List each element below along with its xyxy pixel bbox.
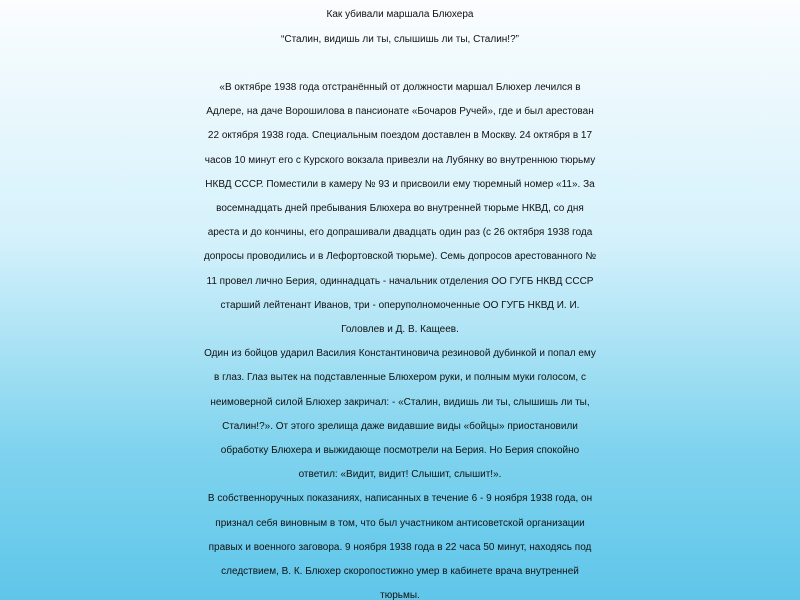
slide-title: Как убивали маршала Блюхера <box>326 9 474 20</box>
body-line: 11 провел лично Берия, одиннадцать - начальник отделения ОО ГУГБ НКВД СССР <box>206 275 594 287</box>
body-line: следствием, В. К. Блюхер скоропостижно умер в кабинете врача внутренней <box>221 566 579 578</box>
body-line: ареста и до кончины, его допрашивали двадцать один раз (с 26 октября 1938 года <box>207 227 593 239</box>
body-line: допросы проводились и в Лефортовской тюрьме). Семь допросов арестованного № <box>203 251 597 263</box>
body-line: часов 10 минут его с Курского вокзала привезли на Лубянку во внутреннюю тюрьму <box>204 154 596 166</box>
body-line: ответил: «Видит, видит! Слышит, слышит!». <box>298 469 502 481</box>
body-line: правых и военного заговора. 9 ноября 1938 года в 22 часа 50 минут, находясь под <box>208 541 592 553</box>
body-text <box>0 76 800 600</box>
body-line: Адлере, на даче Ворошилова в пансионате «Бочаров Ручей», где и был арестован <box>206 106 594 118</box>
body-line: обработку Блюхера и выжидающе посмотрели на Берия. Но Берия спокойно <box>220 445 580 457</box>
body-line: неимоверной силой Блюхер закричал: - «Сталин, видишь ли ты, слышишь ли ты, <box>210 396 590 408</box>
body-line: старший лейтенант Иванов, три - оперуполномоченные ОО ГУГБ НКВД И. И. <box>220 299 580 311</box>
body-line: восемнадцать дней пребывания Блюхера во внутренней тюрьме НКВД, со дня <box>216 203 584 215</box>
body-line: в глаз. Глаз вытек на подставленные Блюхером руки, и полным муки голосом, с <box>214 372 586 384</box>
body-line: В собственноручных показаниях, написанных в течение 6 - 9 ноября 1938 года, он <box>207 493 593 505</box>
body-line: Головлев и Д. В. Кащеев. <box>341 324 459 336</box>
body-line: тюрьмы. <box>380 590 420 600</box>
body-line: Сталин!?». От этого зрелища даже видавшие виды «бойцы» приостановили <box>222 420 578 432</box>
body-line: 22 октября 1938 года. Специальным поездом доставлен в Москву. 24 октября в 17 <box>207 130 593 142</box>
slide-subtitle: “Сталин, видишь ли ты, слышишь ли ты, Сталин!?” <box>281 34 519 45</box>
body-line: «В октябре 1938 года отстранённый от должности маршал Блюхер лечился в <box>219 82 581 93</box>
body-line: Один из бойцов ударил Василия Константиновича резиновой дубинкой и попал ему <box>204 348 596 360</box>
body-line: НКВД СССР. Поместили в камеру № 93 и присвоили ему тюремный номер «11». За <box>205 178 595 190</box>
body-line: признал себя виновным в том, что был участником антисоветской организации <box>215 517 585 529</box>
